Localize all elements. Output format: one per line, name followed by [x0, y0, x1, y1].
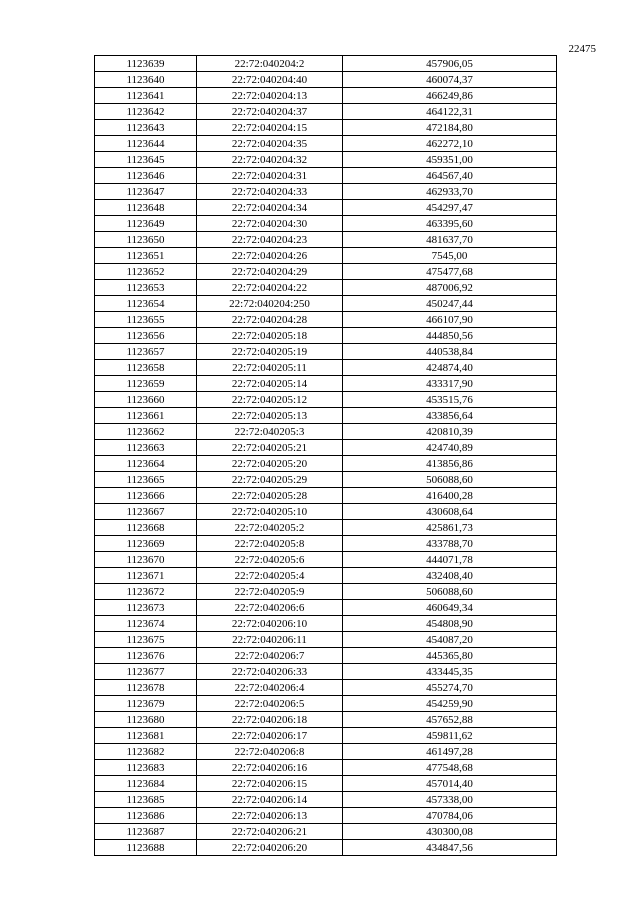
table-row [95, 88, 557, 104]
row-number-cell: 1123671 [95, 568, 197, 584]
cadastral-value-cell: 463395,60 [343, 216, 557, 232]
cadastral-value-cell: 433445,35 [343, 664, 557, 680]
cadastral-number-cell: 22:72:040205:19 [197, 344, 343, 360]
cadastral-value-cell: 461497,28 [343, 744, 557, 760]
row-number-cell: 1123661 [95, 408, 197, 424]
row-number-cell: 1123680 [95, 712, 197, 728]
cadastral-number-cell: 22:72:040205:9 [197, 584, 343, 600]
row-number-cell: 1123656 [95, 328, 197, 344]
row-number-cell: 1123664 [95, 456, 197, 472]
row-number-cell: 1123649 [95, 216, 197, 232]
cadastral-number-cell: 22:72:040206:13 [197, 808, 343, 824]
row-number-cell: 1123641 [95, 88, 197, 104]
row-number-cell: 1123675 [95, 632, 197, 648]
cadastral-value-cell: 462272,10 [343, 136, 557, 152]
row-number-cell: 1123642 [95, 104, 197, 120]
table-row [95, 840, 557, 856]
row-number-cell: 1123685 [95, 792, 197, 808]
cadastral-value-cell: 454087,20 [343, 632, 557, 648]
row-number-cell: 1123651 [95, 248, 197, 264]
cadastral-value-cell: 424874,40 [343, 360, 557, 376]
row-number-cell: 1123686 [95, 808, 197, 824]
cadastral-number-cell: 22:72:040205:21 [197, 440, 343, 456]
table-row [95, 120, 557, 136]
cadastral-value-cell: 455274,70 [343, 680, 557, 696]
row-number-cell: 1123662 [95, 424, 197, 440]
cadastral-number-cell: 22:72:040204:32 [197, 152, 343, 168]
cadastral-value-cell: 454808,90 [343, 616, 557, 632]
row-number-cell: 1123647 [95, 184, 197, 200]
table-body [95, 56, 557, 856]
cadastral-value-cell: 433317,90 [343, 376, 557, 392]
table-row [95, 728, 557, 744]
row-number-cell: 1123663 [95, 440, 197, 456]
cadastral-value-cell: 457906,05 [343, 56, 557, 72]
table-row [95, 712, 557, 728]
row-number-cell: 1123667 [95, 504, 197, 520]
row-number-cell: 1123688 [95, 840, 197, 856]
cadastral-value-cell: 472184,80 [343, 120, 557, 136]
cadastral-value-cell: 475477,68 [343, 264, 557, 280]
cadastral-number-cell: 22:72:040206:33 [197, 664, 343, 680]
row-number-cell: 1123660 [95, 392, 197, 408]
table-row [95, 168, 557, 184]
table-row [95, 760, 557, 776]
cadastral-number-cell: 22:72:040206:6 [197, 600, 343, 616]
cadastral-value-cell: 464122,31 [343, 104, 557, 120]
row-number-cell: 1123657 [95, 344, 197, 360]
table-row [95, 600, 557, 616]
table-row [95, 408, 557, 424]
table-row [95, 552, 557, 568]
page-number: 22475 [568, 43, 596, 55]
cadastral-number-cell: 22:72:040204:31 [197, 168, 343, 184]
table-row [95, 392, 557, 408]
table-row [95, 520, 557, 536]
cadastral-number-cell: 22:72:040204:33 [197, 184, 343, 200]
cadastral-value-cell: 433788,70 [343, 536, 557, 552]
row-number-cell: 1123654 [95, 296, 197, 312]
cadastral-number-cell: 22:72:040204:37 [197, 104, 343, 120]
cadastral-number-cell: 22:72:040206:11 [197, 632, 343, 648]
cadastral-value-cell: 440538,84 [343, 344, 557, 360]
row-number-cell: 1123658 [95, 360, 197, 376]
cadastral-number-cell: 22:72:040204:15 [197, 120, 343, 136]
row-number-cell: 1123676 [95, 648, 197, 664]
table-row [95, 152, 557, 168]
table-row [95, 568, 557, 584]
row-number-cell: 1123687 [95, 824, 197, 840]
table-row [95, 616, 557, 632]
cadastral-number-cell: 22:72:040204:40 [197, 72, 343, 88]
row-number-cell: 1123684 [95, 776, 197, 792]
row-number-cell: 1123673 [95, 600, 197, 616]
row-number-cell: 1123650 [95, 232, 197, 248]
cadastral-value-cell: 432408,40 [343, 568, 557, 584]
table-row [95, 632, 557, 648]
row-number-cell: 1123659 [95, 376, 197, 392]
table-row [95, 104, 557, 120]
cadastral-value-cell: 424740,89 [343, 440, 557, 456]
cadastral-number-cell: 22:72:040205:3 [197, 424, 343, 440]
table-row [95, 200, 557, 216]
cadastral-value-cell: 430608,64 [343, 504, 557, 520]
table-row [95, 824, 557, 840]
row-number-cell: 1123665 [95, 472, 197, 488]
cadastral-value-cell: 420810,39 [343, 424, 557, 440]
table-row [95, 56, 557, 72]
table-row [95, 664, 557, 680]
row-number-cell: 1123652 [95, 264, 197, 280]
cadastral-number-cell: 22:72:040205:6 [197, 552, 343, 568]
table-row [95, 648, 557, 664]
row-number-cell: 1123640 [95, 72, 197, 88]
table-row [95, 504, 557, 520]
table-row [95, 424, 557, 440]
cadastral-value-cell: 477548,68 [343, 760, 557, 776]
cadastral-number-cell: 22:72:040206:17 [197, 728, 343, 744]
cadastral-value-cell: 464567,40 [343, 168, 557, 184]
cadastral-value-cell: 453515,76 [343, 392, 557, 408]
row-number-cell: 1123670 [95, 552, 197, 568]
cadastral-number-cell: 22:72:040206:21 [197, 824, 343, 840]
cadastral-number-cell: 22:72:040206:20 [197, 840, 343, 856]
cadastral-number-cell: 22:72:040204:2 [197, 56, 343, 72]
row-number-cell: 1123674 [95, 616, 197, 632]
table-row [95, 456, 557, 472]
cadastral-value-cell: 444850,56 [343, 328, 557, 344]
cadastral-number-cell: 22:72:040205:4 [197, 568, 343, 584]
cadastral-number-cell: 22:72:040204:26 [197, 248, 343, 264]
row-number-cell: 1123679 [95, 696, 197, 712]
cadastral-number-cell: 22:72:040204:28 [197, 312, 343, 328]
table-row [95, 296, 557, 312]
row-number-cell: 1123672 [95, 584, 197, 600]
cadastral-number-cell: 22:72:040205:10 [197, 504, 343, 520]
cadastral-number-cell: 22:72:040206:8 [197, 744, 343, 760]
cadastral-number-cell: 22:72:040206:15 [197, 776, 343, 792]
table-row [95, 216, 557, 232]
table-row [95, 136, 557, 152]
table-row [95, 536, 557, 552]
cadastral-value-cell: 466249,86 [343, 88, 557, 104]
cadastral-value-cell: 457652,88 [343, 712, 557, 728]
row-number-cell: 1123677 [95, 664, 197, 680]
cadastral-number-cell: 22:72:040204:29 [197, 264, 343, 280]
cadastral-value-cell: 457338,00 [343, 792, 557, 808]
row-number-cell: 1123644 [95, 136, 197, 152]
cadastral-number-cell: 22:72:040205:20 [197, 456, 343, 472]
row-number-cell: 1123666 [95, 488, 197, 504]
row-number-cell: 1123643 [95, 120, 197, 136]
cadastral-value-cell: 460074,37 [343, 72, 557, 88]
table-row [95, 584, 557, 600]
table-row [95, 744, 557, 760]
cadastral-value-cell: 430300,08 [343, 824, 557, 840]
table-row [95, 280, 557, 296]
cadastral-value-cell: 487006,92 [343, 280, 557, 296]
cadastral-value-cell: 434847,56 [343, 840, 557, 856]
cadastral-number-cell: 22:72:040206:7 [197, 648, 343, 664]
cadastral-number-cell: 22:72:040204:250 [197, 296, 343, 312]
cadastral-value-cell: 506088,60 [343, 584, 557, 600]
cadastral-value-cell: 413856,86 [343, 456, 557, 472]
table-row [95, 472, 557, 488]
cadastral-value-cell: 444071,78 [343, 552, 557, 568]
row-number-cell: 1123683 [95, 760, 197, 776]
cadastral-value-cell: 459811,62 [343, 728, 557, 744]
row-number-cell: 1123639 [95, 56, 197, 72]
table-row [95, 680, 557, 696]
row-number-cell: 1123645 [95, 152, 197, 168]
cadastral-value-cell: 462933,70 [343, 184, 557, 200]
cadastral-value-cell: 425861,73 [343, 520, 557, 536]
table-row [95, 328, 557, 344]
table-row [95, 696, 557, 712]
table-row [95, 488, 557, 504]
table-row [95, 792, 557, 808]
row-number-cell: 1123646 [95, 168, 197, 184]
cadastral-value-cell: 459351,00 [343, 152, 557, 168]
row-number-cell: 1123669 [95, 536, 197, 552]
cadastral-number-cell: 22:72:040206:10 [197, 616, 343, 632]
cadastral-value-cell: 450247,44 [343, 296, 557, 312]
cadastral-number-cell: 22:72:040205:12 [197, 392, 343, 408]
row-number-cell: 1123655 [95, 312, 197, 328]
cadastral-value-cell: 460649,34 [343, 600, 557, 616]
row-number-cell: 1123681 [95, 728, 197, 744]
table-row [95, 440, 557, 456]
cadastral-number-cell: 22:72:040205:18 [197, 328, 343, 344]
table-row [95, 184, 557, 200]
cadastral-number-cell: 22:72:040205:28 [197, 488, 343, 504]
table-row [95, 72, 557, 88]
row-number-cell: 1123668 [95, 520, 197, 536]
cadastral-number-cell: 22:72:040205:29 [197, 472, 343, 488]
cadastral-number-cell: 22:72:040205:11 [197, 360, 343, 376]
table-row [95, 248, 557, 264]
row-number-cell: 1123678 [95, 680, 197, 696]
cadastral-number-cell: 22:72:040206:4 [197, 680, 343, 696]
cadastral-number-cell: 22:72:040204:22 [197, 280, 343, 296]
cadastral-value-cell: 454259,90 [343, 696, 557, 712]
cadastral-number-cell: 22:72:040204:35 [197, 136, 343, 152]
cadastral-value-cell: 416400,28 [343, 488, 557, 504]
row-number-cell: 1123682 [95, 744, 197, 760]
cadastral-number-cell: 22:72:040205:13 [197, 408, 343, 424]
cadastral-value-cell: 470784,06 [343, 808, 557, 824]
cadastral-value-cell: 457014,40 [343, 776, 557, 792]
cadastral-number-cell: 22:72:040205:14 [197, 376, 343, 392]
table-row [95, 376, 557, 392]
table-row [95, 232, 557, 248]
cadastral-value-table [94, 55, 557, 856]
row-number-cell: 1123648 [95, 200, 197, 216]
cadastral-value-cell: 481637,70 [343, 232, 557, 248]
table-row [95, 360, 557, 376]
cadastral-number-cell: 22:72:040204:34 [197, 200, 343, 216]
row-number-cell: 1123653 [95, 280, 197, 296]
cadastral-value-cell: 506088,60 [343, 472, 557, 488]
cadastral-value-cell: 466107,90 [343, 312, 557, 328]
cadastral-number-cell: 22:72:040206:5 [197, 696, 343, 712]
cadastral-value-cell: 445365,80 [343, 648, 557, 664]
cadastral-value-cell: 454297,47 [343, 200, 557, 216]
cadastral-number-cell: 22:72:040206:14 [197, 792, 343, 808]
cadastral-number-cell: 22:72:040206:16 [197, 760, 343, 776]
cadastral-number-cell: 22:72:040206:18 [197, 712, 343, 728]
table-row [95, 312, 557, 328]
table-row [95, 808, 557, 824]
cadastral-number-cell: 22:72:040204:30 [197, 216, 343, 232]
cadastral-number-cell: 22:72:040204:23 [197, 232, 343, 248]
cadastral-value-cell: 7545,00 [343, 248, 557, 264]
table-row [95, 344, 557, 360]
cadastral-value-cell: 433856,64 [343, 408, 557, 424]
cadastral-number-cell: 22:72:040204:13 [197, 88, 343, 104]
table-row [95, 264, 557, 280]
cadastral-number-cell: 22:72:040205:8 [197, 536, 343, 552]
cadastral-number-cell: 22:72:040205:2 [197, 520, 343, 536]
table-row [95, 776, 557, 792]
